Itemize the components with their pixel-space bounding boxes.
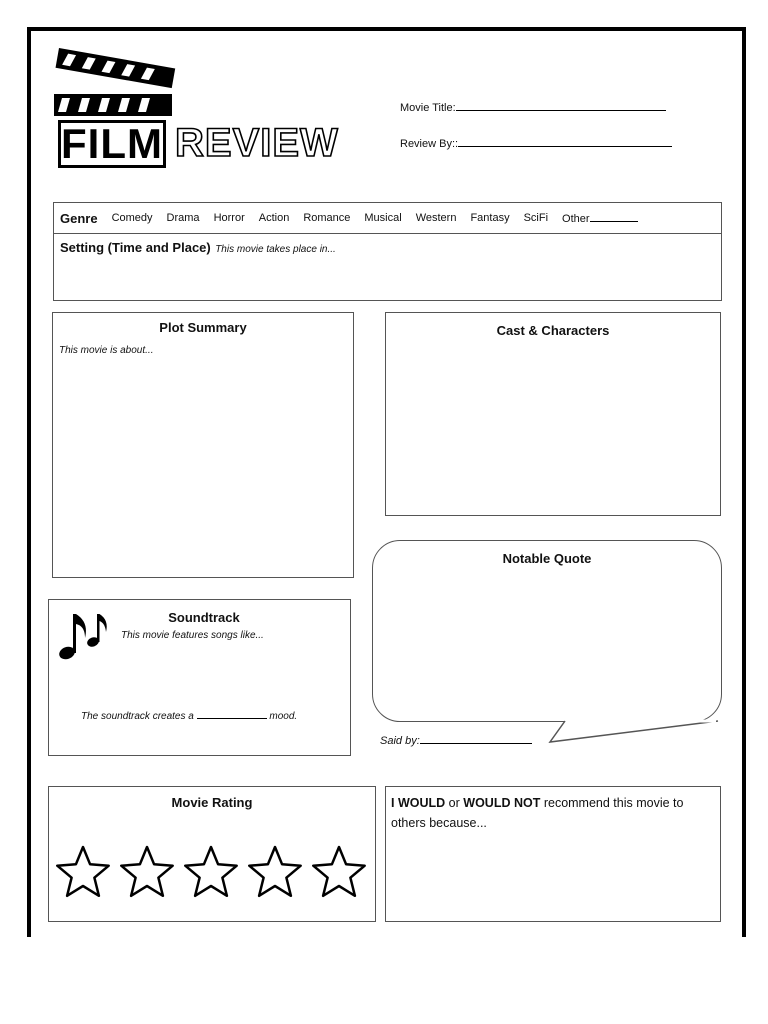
star-4-icon[interactable] xyxy=(245,843,305,901)
setting-hint: This movie takes place in... xyxy=(215,244,336,255)
cast-characters-title: Cast & Characters xyxy=(496,323,610,338)
soundtrack-mood-suffix: mood. xyxy=(269,711,298,722)
said-by-field xyxy=(380,734,532,747)
plot-summary-box[interactable] xyxy=(52,312,354,578)
genre-option-other[interactable] xyxy=(562,212,638,225)
speech-bubble-tail xyxy=(540,700,730,748)
plot-summary-hint: This movie is about... xyxy=(59,345,154,356)
soundtrack-box[interactable] xyxy=(48,599,351,756)
star-3-icon[interactable] xyxy=(181,843,241,901)
genre-label: Genre xyxy=(60,210,98,226)
genre-option-romance[interactable]: Romance xyxy=(303,212,351,224)
review-by-label: Review By:: xyxy=(400,138,459,150)
genre-option-horror[interactable]: Horror xyxy=(213,212,245,224)
setting-label: Setting (Time and Place) xyxy=(60,240,211,255)
music-notes-icon xyxy=(55,608,111,664)
recommend-because: others because... xyxy=(391,816,487,830)
genre-option-comedy[interactable]: Comedy xyxy=(111,212,153,224)
cast-characters-box[interactable] xyxy=(385,312,721,516)
recommend-would: I WOULD xyxy=(391,796,446,810)
recommend-or: or xyxy=(448,796,460,810)
said-by-input[interactable] xyxy=(420,734,532,744)
recommend-rest: recommend this movie to xyxy=(543,796,684,810)
said-by-label: Said by: xyxy=(380,735,420,747)
recommend-would-not: WOULD NOT xyxy=(463,796,541,810)
movie-title-label: Movie Title: xyxy=(400,102,456,114)
review-by-field xyxy=(400,135,672,150)
notable-quote-title: Notable Quote xyxy=(502,551,592,566)
review-by-input[interactable] xyxy=(458,135,672,147)
star-2-icon[interactable] xyxy=(117,843,177,901)
movie-rating-title: Movie Rating xyxy=(171,795,253,810)
logo-review-text: REVIEW xyxy=(175,121,339,165)
genre-option-western[interactable]: Western xyxy=(415,212,457,224)
genre-option-action[interactable]: Action xyxy=(258,212,290,224)
rating-stars xyxy=(53,843,369,901)
star-5-icon[interactable] xyxy=(309,843,369,901)
movie-rating-box xyxy=(48,786,376,922)
genre-row xyxy=(53,202,722,234)
notable-quote-bubble[interactable] xyxy=(372,540,722,722)
movie-title-input[interactable] xyxy=(456,99,666,111)
soundtrack-title: Soundtrack xyxy=(168,610,240,625)
star-1-icon[interactable] xyxy=(53,843,113,901)
genre-option-scifi[interactable]: SciFi xyxy=(523,212,549,224)
genre-other-input[interactable] xyxy=(590,212,638,222)
soundtrack-mood-prefix: The soundtrack creates a xyxy=(81,711,194,722)
soundtrack-mood-input[interactable] xyxy=(197,710,267,719)
setting-box[interactable] xyxy=(53,233,722,301)
movie-title-field xyxy=(400,99,666,114)
plot-summary-title: Plot Summary xyxy=(159,320,247,335)
genre-option-musical[interactable]: Musical xyxy=(364,212,402,224)
genre-option-fantasy[interactable]: Fantasy xyxy=(470,212,510,224)
genre-option-drama[interactable]: Drama xyxy=(166,212,200,224)
soundtrack-hint: This movie features songs like... xyxy=(121,630,264,641)
genre-other-label: Other xyxy=(562,212,590,225)
recommendation-box[interactable] xyxy=(385,786,721,922)
soundtrack-mood-sentence xyxy=(81,710,297,722)
logo-film-text: FILM xyxy=(58,120,166,168)
